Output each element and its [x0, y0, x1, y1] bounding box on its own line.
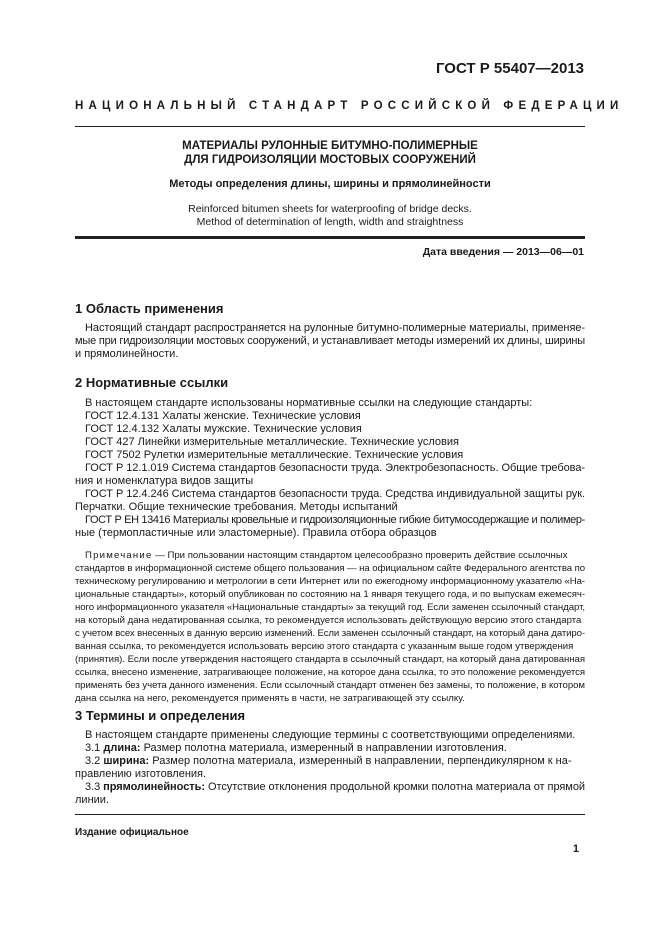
header-rule-bottom	[75, 236, 585, 239]
note-line	[75, 549, 585, 562]
term-name: прямолинейность:	[103, 781, 205, 793]
note-line: (принятия). Если после утверждения настоящего стандарта в ссылочный стандарт, на который дана датированная	[75, 654, 585, 665]
introduction-date: Дата введения — 2013—06—01	[422, 246, 584, 258]
reference-line: ГОСТ 12.4.131 Халаты женские. Технические условия	[85, 410, 361, 422]
note-line: ванная ссылка, то рекомендуется использовать версию этого стандарта с указанным выше годом утверждения	[75, 641, 574, 652]
title-line-1: МАТЕРИАЛЫ РУЛОННЫЕ БИТУМНО-ПОЛИМЕРНЫЕ	[182, 140, 478, 152]
section-3-text	[75, 729, 585, 807]
national-standard-banner: НАЦИОНАЛЬНЫЙ СТАНДАРТ РОССИЙСКОЙ ФЕДЕРАЦИИ	[75, 100, 624, 112]
note-label: Примечание	[85, 550, 153, 561]
document-subtitle: Методы определения длины, ширины и прямолинейности	[169, 178, 491, 190]
footer-rule	[75, 814, 585, 815]
reference-line: ГОСТ 427 Линейки измерительные металлические. Технические условия	[85, 436, 459, 448]
section-1-heading: 1 Область применения	[75, 301, 224, 316]
section-1-line: Настоящий стандарт распространяется на рулонные битумно-полимерные материалы, применяе-	[85, 322, 586, 334]
section-1-line: и прямолинейности.	[75, 348, 179, 360]
note-line: стандартов в информационной системе общего пользования — на официальном сайте Федерального агентства по	[75, 563, 585, 574]
reference-line: ГОСТ 12.4.132 Халаты мужские. Технические условия	[85, 423, 362, 435]
english-title-line-1: Reinforced bitumen sheets for waterproofing of bridge decks.	[188, 203, 472, 215]
page-number: 1	[572, 843, 579, 855]
term-definition: Отсутствие отклонения продольной кромки полотна материала от прямой	[204, 781, 585, 793]
term-number: 3.2	[85, 755, 104, 767]
reference-line: ные (термопластичные или эластомерные). Правила отбора образцов	[75, 527, 437, 539]
section-3-heading: 3 Термины и определения	[75, 708, 246, 723]
term-name: длина:	[103, 742, 141, 754]
section-1-text	[75, 322, 585, 361]
reference-line: ГОСТ Р 12.1.019 Система стандартов безопасности труда. Электробезопасность. Общие требова-	[85, 462, 585, 474]
note-line: применять без учета данного изменения. Если ссылочный стандарт отменен без замены, то положение, в котором	[75, 680, 585, 691]
section-2-note	[75, 549, 585, 705]
reference-line: В настоящем стандарте использованы нормативные ссылки на следующие стандарты:	[85, 397, 533, 409]
reference-line: ГОСТ 7502 Рулетки измерительные металлические. Технические условия	[85, 449, 464, 461]
english-title-line-2: Method of determination of length, width and straightness	[196, 216, 464, 228]
official-edition-label: Издание официальное	[75, 827, 189, 838]
term-straightness	[75, 781, 585, 794]
term-width-continued: правлению изготовления.	[75, 768, 207, 780]
note-line: с учетом всех внесенных в данную версию изменений. Если заменен ссылочный стандарт, на который дана датиро-	[75, 628, 585, 639]
section-2-text	[75, 397, 585, 540]
note-line: ссылка, внесено изменение, затрагивающее положение, на которое дана ссылка, то это положение рекомендуется	[75, 667, 585, 678]
standard-number: ГОСТ Р 55407—2013	[435, 60, 584, 77]
term-number: 3.3	[85, 781, 104, 793]
note-line: ного информационного указателя «Национальные стандарты» за текущий год. Если заменен ссылочный стандарт,	[75, 602, 585, 613]
note-line: на который дана недатированная ссылка, то рекомендуется использовать действующую версию этого стандарта	[75, 615, 582, 626]
term-length	[75, 742, 585, 755]
note-line: циональные стандарты», который опубликован по состоянию на 1 января текущего года, и по выпускам ежемесяч-	[75, 589, 585, 600]
section-2-heading: 2 Нормативные ссылки	[75, 375, 229, 390]
reference-line: ГОСТ Р 12.4.246 Система стандартов безопасности труда. Средства индивидуальной защиты рук.	[85, 488, 586, 500]
reference-line: Перчатки. Общие технические требования. Методы испытаний	[75, 501, 398, 513]
reference-line: ния и номенклатура видов защиты	[75, 475, 254, 487]
title-line-2: ДЛЯ ГИДРОИЗОЛЯЦИИ МОСТОВЫХ СООРУЖЕНИЙ	[184, 154, 476, 166]
term-definition: Размер полотна материала, измеренный в направлении, перпендикулярном к на-	[149, 755, 572, 767]
section-3-intro: В настоящем стандарте применены следующие термины с соответствующими определениями.	[85, 729, 576, 741]
term-width	[75, 755, 585, 768]
english-title	[75, 203, 585, 229]
note-line: техническому регулированию и метрологии в сети Интернет или по ежегодному информационному указателю «На-	[75, 576, 585, 587]
reference-line: ГОСТ Р ЕН 13416 Материалы кровельные и гидроизоляционные гибкие битумосодержащие и полимер-	[85, 514, 585, 526]
term-definition: Размер полотна материала, измеренный в направлении изготовления.	[140, 742, 507, 754]
note-line: дана ссылка на него, рекомендуется применять в части, не затрагивающей эту ссылку.	[75, 693, 465, 704]
section-1-line: мые при гидроизоляции мостовых сооружений, и устанавливает методы измерений их длины, ширины	[75, 335, 585, 347]
header-rule-top	[75, 126, 585, 127]
term-straightness-continued: линии.	[75, 794, 109, 806]
document-title	[75, 139, 585, 167]
term-name: ширина:	[103, 755, 150, 767]
term-number: 3.1	[85, 742, 104, 754]
note-text: — При пользовании настоящим стандартом целесообразно проверить действие ссылочных	[152, 550, 568, 561]
